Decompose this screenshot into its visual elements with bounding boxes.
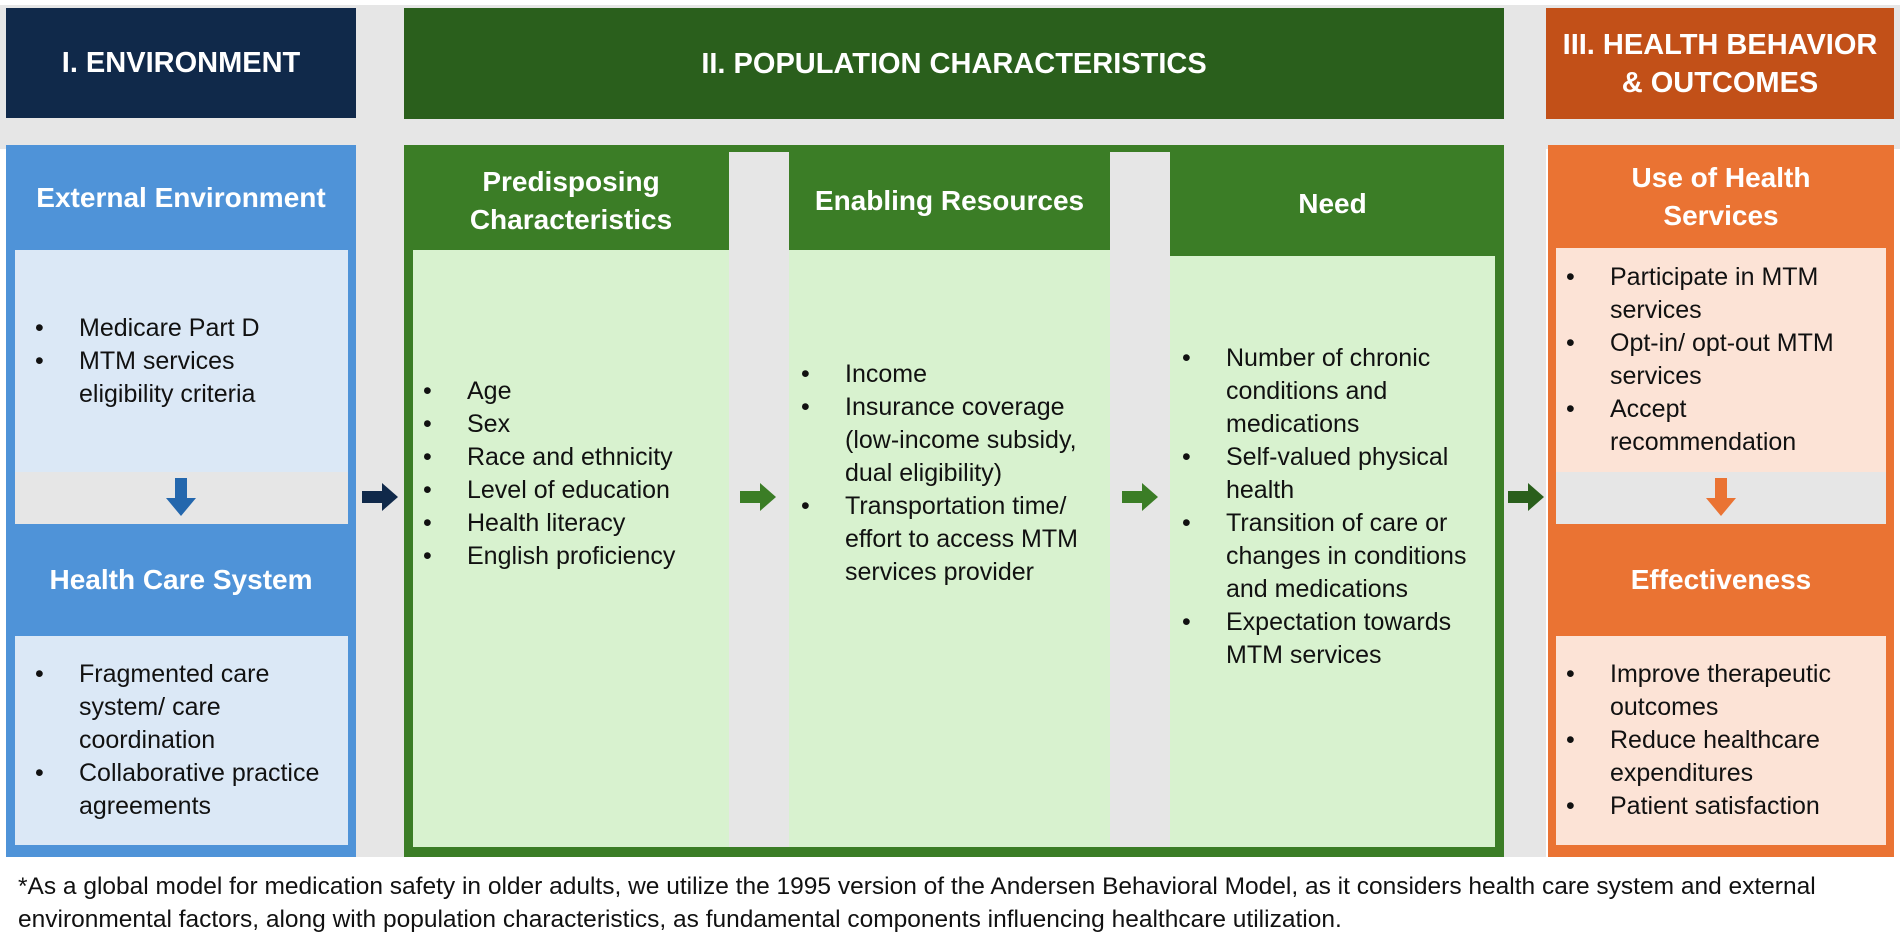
down-arrow-icon <box>166 478 196 516</box>
list-item: • Collaborative practice agreements <box>35 757 332 823</box>
need-content <box>1170 256 1495 847</box>
right-arrow-icon <box>1508 483 1544 511</box>
enabling-title: Enabling Resources <box>814 185 1085 216</box>
footnote: *As a global model for medication safety in older adults, we utilize the 1995 version of the Andersen Behavioral Model, as it considers health care system and external environmental factors, along with population characteristics, as fundamental components influencing healthcare utilization. <box>18 873 1816 933</box>
right-arrow-icon <box>362 483 398 511</box>
external-environment-content <box>15 250 348 472</box>
right-arrow-icon <box>740 483 776 511</box>
list-item: • Patient satisfaction <box>1566 790 1870 823</box>
list-item: • Age <box>423 375 713 408</box>
list-item: • Participate in MTM services <box>1566 261 1870 327</box>
external-environment-title: External Environment <box>36 181 326 213</box>
list-item: • Reduce healthcare expenditures <box>1566 724 1870 790</box>
list-item: • Level of education <box>423 474 713 507</box>
list-item: • Sex <box>423 408 713 441</box>
health-care-system-content <box>15 636 348 845</box>
gap-gray-1 <box>356 5 404 857</box>
list-item: • Health literacy <box>423 507 713 540</box>
predisposing-content <box>413 250 729 847</box>
list-item: • Transition of care or changes in conditions and medications <box>1182 507 1479 606</box>
effectiveness-title: Effectiveness <box>1630 564 1812 595</box>
list-item: • Medicare Part D <box>35 312 332 345</box>
list-item: • Transportation time/ effort to access MTM services provider <box>801 490 1094 589</box>
list-item: • Self-valued physical health <box>1182 441 1479 507</box>
header-outcomes: III. HEALTH BEHAVIOR & OUTCOMES <box>1546 8 1894 119</box>
list-item: • MTM services eligibility criteria <box>35 345 332 411</box>
list-item: • Expectation towards MTM services <box>1182 606 1479 672</box>
list-item: • Accept recommendation <box>1566 393 1870 459</box>
down-arrow-icon <box>1706 478 1736 516</box>
header-environment: I. ENVIRONMENT <box>6 8 356 118</box>
gap-gray-2 <box>1504 5 1546 857</box>
list-item: • Race and ethnicity <box>423 441 713 474</box>
use-of-health-services-title: Use of Health Services <box>1631 161 1811 231</box>
need-title: Need <box>1298 188 1367 219</box>
predisposing-title: Predisposing Characteristics <box>469 166 673 235</box>
list-item: • English proficiency <box>423 540 713 573</box>
health-care-system-title: Health Care System <box>49 564 313 595</box>
list-item: • Improve therapeutic outcomes <box>1566 658 1870 724</box>
list-item: • Income <box>801 358 1094 391</box>
list-item: • Insurance coverage (low-income subsidy, dual eligibility) <box>801 391 1094 490</box>
header-population: II. POPULATION CHARACTERISTICS <box>404 8 1504 119</box>
use-of-health-services-content <box>1556 248 1886 472</box>
effectiveness-content <box>1556 636 1886 845</box>
list-item: • Opt-in/ opt-out MTM services <box>1566 327 1870 393</box>
right-arrow-icon <box>1122 483 1158 511</box>
list-item: • Number of chronic conditions and medications <box>1182 342 1479 441</box>
list-item: • Fragmented care system/ care coordination <box>35 658 332 757</box>
enabling-content <box>789 250 1110 847</box>
